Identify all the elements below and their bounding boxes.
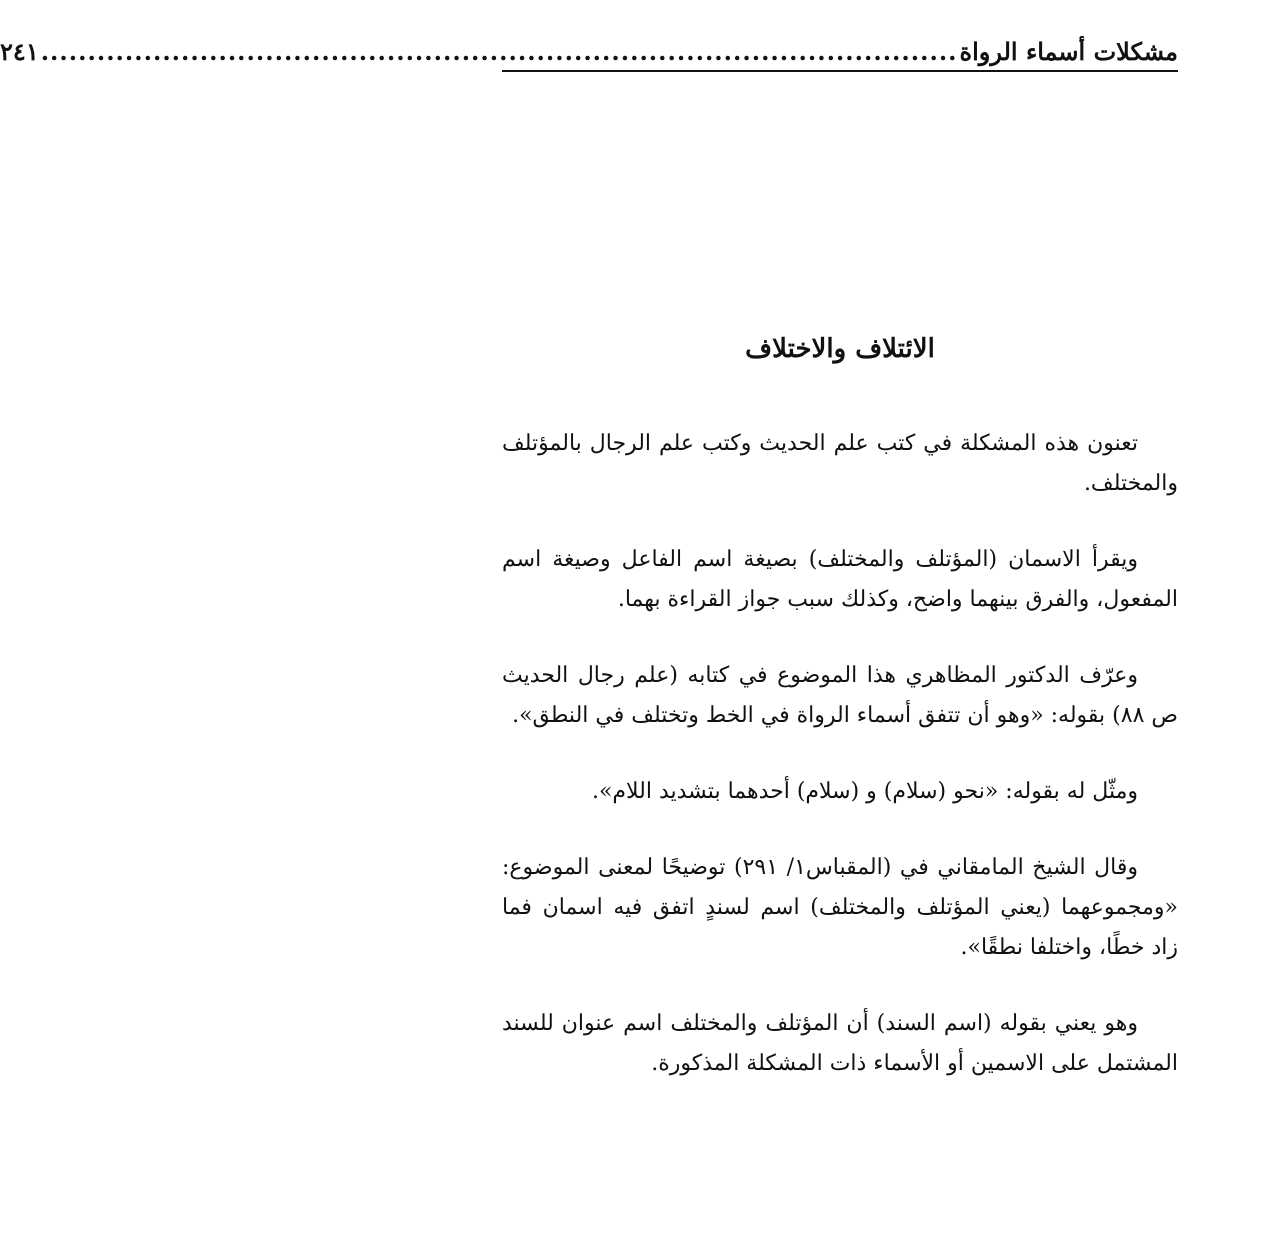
- running-header-dot-leader: ..................................................................................................: [40, 37, 958, 66]
- page-number: ٢٤١: [0, 37, 39, 66]
- paragraph: وعرّف الدكتور المظاهري هذا الموضوع في كتابه (علم رجال الحديث ص ٨٨) بقوله: «وهو أن تتفق أسماء الرواة في الخط وتختلف في النطق».: [502, 663, 1178, 728]
- section-title: الائتلاف والاختلاف: [745, 334, 935, 365]
- header-rule: [502, 70, 1178, 72]
- running-header-title: مشكلات أسماء الرواة: [959, 37, 1178, 66]
- paragraph: تعنون هذه المشكلة في كتب علم الحديث وكتب علم الرجال بالمؤتلف والمختلف.: [502, 431, 1178, 496]
- body-text: [502, 424, 1178, 1120]
- running-header: [0, 30, 1178, 68]
- paragraph: ومثّل له بقوله: «نحو (سلام) و (سلام) أحدهما بتشديد اللام».: [591, 779, 1138, 804]
- paragraph: وقال الشيخ المامقاني في (المقباس١/ ٢٩١) توضيحًا لمعنى الموضوع: «ومجموعهما (يعني المؤتلف والمختلف) اسم لسندٍ اتفق فيه اسمان فما زاد خطًا، واختلفا نطقًا».: [502, 855, 1178, 960]
- paragraph: وهو يعني بقوله (اسم السند) أن المؤتلف والمختلف اسم عنوان للسند المشتمل على الاسمين أو الأسماء ذات المشكلة المذكورة.: [502, 1011, 1178, 1076]
- paragraph: ويقرأ الاسمان (المؤتلف والمختلف) بصيغة اسم الفاعل وصيغة اسم المفعول، والفرق بينهما واضح، وكذلك سبب جواز القراءة بهما.: [502, 547, 1178, 612]
